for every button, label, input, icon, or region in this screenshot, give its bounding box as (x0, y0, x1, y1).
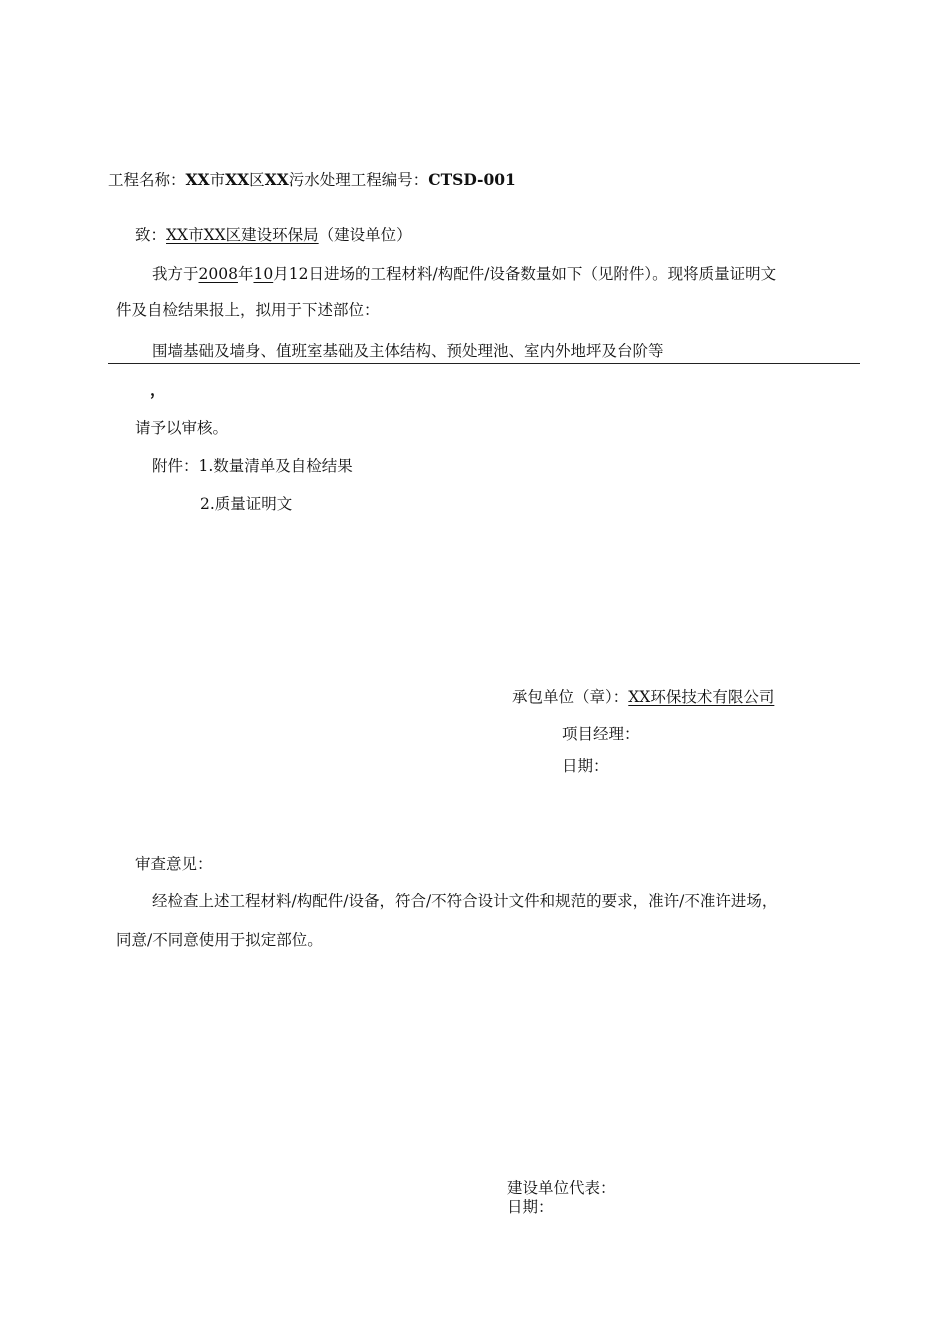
to-label: 致： (135, 226, 167, 244)
contractor-unit-name: XX环保技术有限公司 (628, 688, 775, 706)
attachments-label: 附件： (152, 457, 199, 475)
project-header (108, 170, 516, 190)
contractor-date-label: 日期： (562, 757, 609, 775)
contractor-unit (512, 687, 774, 707)
please-review: 请予以审核。 (135, 419, 229, 437)
review-line-1: 经检查上述工程材料/构配件/设备，符合/不符合设计文件和规范的要求，准许/不准许进场， (152, 892, 778, 910)
to-suffix: （建设单位） (318, 226, 412, 244)
contractor-unit-label: 承包单位（章）： (512, 688, 629, 706)
body-text-a: 我方于 (152, 265, 199, 283)
addressee (135, 225, 412, 245)
review-title: 审查意见： (135, 855, 213, 873)
attachments (152, 456, 353, 476)
entry-year: 2008 (198, 265, 238, 283)
location-underline (108, 363, 860, 364)
review-line-2: 同意/不同意使用于拟定部位。 (116, 931, 323, 949)
body-text-c: 月 (273, 265, 289, 283)
project-manager-label: 项目经理： (562, 725, 640, 743)
attachment-2: 2.质量证明文 (200, 495, 293, 513)
body-text-d: 日进场的工程材料/构配件/设备数量如下（见附件）。现将质量证明文 (308, 265, 777, 283)
project-code: CTSD-001 (428, 170, 516, 189)
owner-rep-label: 建设单位代表： (507, 1179, 616, 1197)
project-city: XX (185, 170, 210, 189)
body-line-1 (152, 264, 776, 284)
usage-location: 围墙基础及墙身、值班室基础及主体结构、预处理池、室内外地坪及台阶等 (152, 342, 664, 360)
body-text-b: 年 (237, 265, 254, 283)
body-line-2: 件及自检结果报上，拟用于下述部位： (116, 301, 380, 319)
project-district-suffix: 区 (249, 171, 265, 189)
location-comma: ， (150, 380, 166, 399)
to-name: XX市XX区建设环保局 (166, 226, 319, 244)
entry-day: 12 (288, 265, 309, 283)
owner-date-label: 日期： (507, 1198, 554, 1216)
entry-month: 10 (253, 265, 274, 283)
project-city-suffix: 市 (209, 171, 226, 189)
project-name-rest: 污水处理工程编号： (288, 171, 429, 189)
project-name-label: 工程名称： (108, 171, 186, 189)
project-district: XX (225, 170, 250, 189)
attachment-1: 1.数量清单及自检结果 (198, 457, 353, 475)
project-name-prefix: XX (264, 170, 289, 189)
